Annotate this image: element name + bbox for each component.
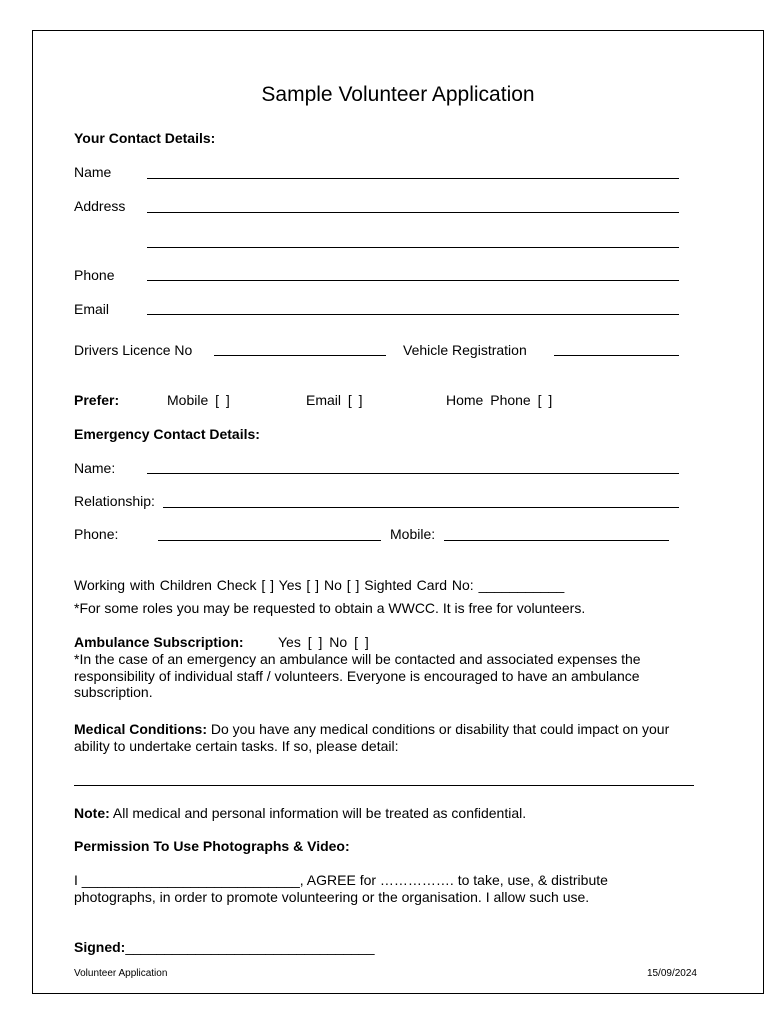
address-label: Address [74,198,126,214]
address-field-line-2[interactable] [147,247,679,248]
medical-label: Medical Conditions: [74,721,207,737]
vehicle-label: Vehicle Registration [403,342,527,358]
email-label: Email [74,301,110,317]
footer-date: 15/09/2024 [646,968,697,979]
ambulance-label: Ambulance Subscription: [74,634,244,650]
vehicle-field[interactable] [554,355,679,356]
prefer-label: Prefer: [74,392,120,408]
emergency-name-label: Name: [74,460,116,476]
licence-label: Drivers Licence No [74,342,193,358]
email-field[interactable] [147,314,679,315]
signed-label: Signed: [74,939,126,955]
emergency-heading: Emergency Contact Details: [74,426,260,442]
footer-left: Volunteer Application [74,968,168,979]
name-field[interactable] [147,178,679,179]
phone-field[interactable] [147,280,679,281]
application-form [32,30,764,994]
wwcc-line[interactable]: Working with Children Check [ ] Yes [ ] No [ ] Sighted Card No: ___________ [74,577,565,593]
signature-field[interactable]: ________________________________ [125,939,375,955]
relationship-field[interactable] [163,507,679,508]
page-title: Sample Volunteer Application [261,83,535,106]
phone-label: Phone [74,267,115,283]
emergency-mobile-field[interactable] [444,540,669,541]
permission-heading: Permission To Use Photographs & Video: [74,838,350,854]
relationship-label: Relationship: [74,493,155,509]
address-field-line-1[interactable] [147,212,679,213]
permission-text[interactable]: I ____________________________, AGREE for ……………. to take, use, & distribute photographs, in order to promote volunteering or the organisation. I allow such use. [74,872,608,905]
note-text: All medical and personal information will be treated as confidential. [112,805,527,821]
note-line [74,805,526,821]
emergency-phone-field[interactable] [158,540,381,541]
ambulance-options[interactable]: Yes [ ] No [ ] [278,634,369,650]
medical-paragraph [74,721,694,754]
medical-detail-field[interactable] [74,785,694,786]
contact-heading: Your Contact Details: [74,130,216,146]
wwcc-note: *For some roles you may be requested to obtain a WWCC. It is free for volunteers. [74,600,586,616]
name-label: Name [74,164,112,180]
licence-field[interactable] [214,355,386,356]
emergency-name-field[interactable] [147,473,679,474]
prefer-home-phone-checkbox[interactable]: Home Phone [ ] [446,392,553,408]
emergency-phone-label: Phone: [74,526,119,542]
ambulance-note: *In the case of an emergency an ambulance will be contacted and associated expenses the responsibility of individual staff / volunteers. Everyone is encouraged to have an ambulance subscription. [74,651,641,700]
prefer-email-checkbox[interactable]: Email [ ] [306,392,363,408]
medical-text: Do you have any medical conditions or disability that could impact on your ability to undertake certain tasks. If so, please detail: [74,721,670,754]
prefer-mobile-checkbox[interactable]: Mobile [ ] [167,392,230,408]
note-label: Note: [74,805,110,821]
emergency-mobile-label: Mobile: [390,526,436,542]
signed-line[interactable] [74,939,375,955]
